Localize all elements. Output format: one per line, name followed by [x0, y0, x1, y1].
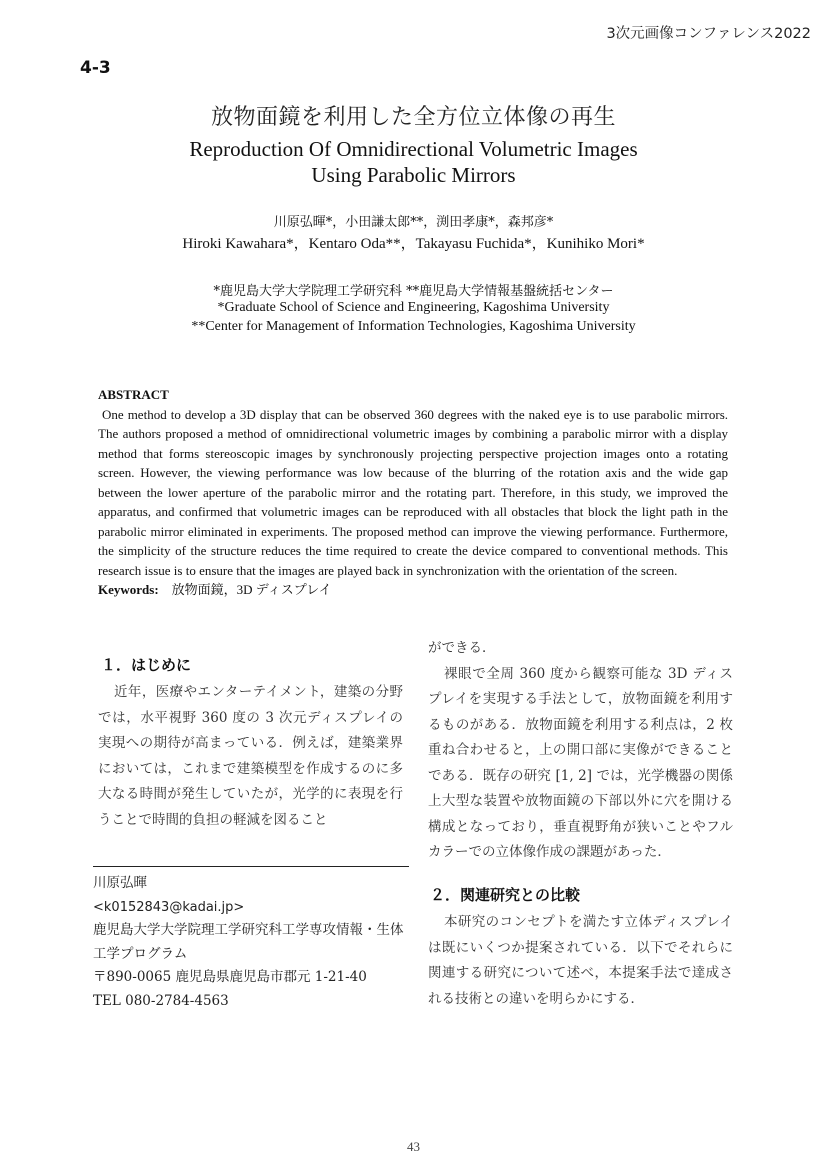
- authors-english: Hiroki Kawahara*，Kentaro Oda**，Takayasu Fuchida*，Kunihiko Mori*: [182, 236, 645, 252]
- session-number: 4-3: [80, 58, 111, 78]
- keywords-value: 放物面鏡，3D ディスプレイ: [171, 582, 332, 597]
- title-english-line1: Reproduction Of Omnidirectional Volumetric Images: [189, 137, 638, 161]
- section1-continued: [428, 636, 733, 866]
- section1-heading: １．はじめに: [101, 656, 192, 674]
- affiliation-english-1: *Graduate School of Science and Engineering, Kagoshima University: [217, 300, 610, 315]
- section1-continued-text: ができる．: [428, 640, 496, 656]
- keywords-label: Keywords:: [98, 582, 159, 597]
- title-english-line2: Using Parabolic Mirrors: [311, 163, 516, 187]
- footnote-tel: TEL 080-2784-4563: [93, 992, 229, 1009]
- footnote-divider: [93, 866, 409, 867]
- footnote-email: <k0152843@kadai.jp>: [93, 899, 245, 915]
- title-japanese: 放物面鏡を利用した全方位立体像の再生: [210, 105, 616, 130]
- abstract-block: [98, 385, 728, 600]
- keywords-line: [98, 580, 728, 600]
- footnote: [93, 872, 413, 1013]
- affiliations-japanese: *鹿児島大学大学院理工学研究科 **鹿児島大学情報基盤統括センター: [213, 284, 614, 299]
- affiliation-english-2: **Center for Management of Information Technologies, Kagoshima University: [191, 319, 636, 334]
- conference-name: 3次元画像コンファレンス2022: [606, 26, 811, 42]
- section1-text: 近年，医療やエンターテイメント，建築の分野では，水平視野 360 度の 3 次元ディスプレイの実現への期待が高まっている．例えば，建築業界においては，これまで建築模型を作成するのに多大なる時間が発生していたが，光学的に表現を行うことで時間的負担の軽減を図ること: [98, 684, 403, 828]
- section1-paragraph2: 裸眼で全周 360 度から観察可能な 3D ディスプレイを実現する手法として，放物面鏡を利用するものがある．放物面鏡を利用する利点は，2 枚重ね合わせると，上の開口部に実像ができることである．既存の研究 [1, 2] では，光学機器の関係上大型な装置や放物面鏡の下部以外に穴を開ける構成となっており，垂直視野角が狭いことやフルカラーでの立体像作成の課題があった．: [428, 665, 733, 860]
- abstract-heading: ABSTRACT: [98, 387, 169, 402]
- footnote-affiliation: 鹿児島大学大学院理工学研究科工学専攻情報・生体工学プログラム: [93, 922, 404, 962]
- authors-japanese: 川原弘暉*，小田謙太郎**，渕田孝康*，森邦彦*: [273, 215, 554, 230]
- section2-text: 本研究のコンセプトを満たす立体ディスプレイは既にいくつか提案されている．以下でそれらに関連する研究について述べ，本提案手法で達成される技術との違いを明らかにする．: [428, 914, 733, 1007]
- section2-heading: ２．関連研究との比較: [430, 886, 581, 904]
- abstract-text: One method to develop a 3D display that can be observed 360 degrees with the naked eye is to use parabolic mirrors. The authors proposed a method of omnidirectional volumetric images by combining a parabolic mirror with a display method that forms stereoscopic images by synchronously projecting perspective projection images onto a rotating screen. However, the viewing performance was low because of the blurring of the rotation axis and the wide gap between the lower aperture of the parabolic mirror and the rotating part. Therefore, in this study, we improved the apparatus, and confirmed that volumetric images can be reproduced with all obstacles that block the light path in the parabolic mirror eliminated in experiments. The proposed method can improve the viewing performance. Furthermore, the simplicity of the structure reduces the time required to create the device compared to conventional methods. This research issue is to ensure that the images are played back in synchronization with the orientation of the screen.: [98, 406, 728, 578]
- footnote-address: 〒890-0065 鹿児島県鹿児島市郡元 1-21-40: [93, 969, 367, 985]
- page-number: 43: [407, 1139, 420, 1154]
- footnote-name: 川原弘暉: [93, 875, 147, 891]
- title-english: [0, 136, 827, 188]
